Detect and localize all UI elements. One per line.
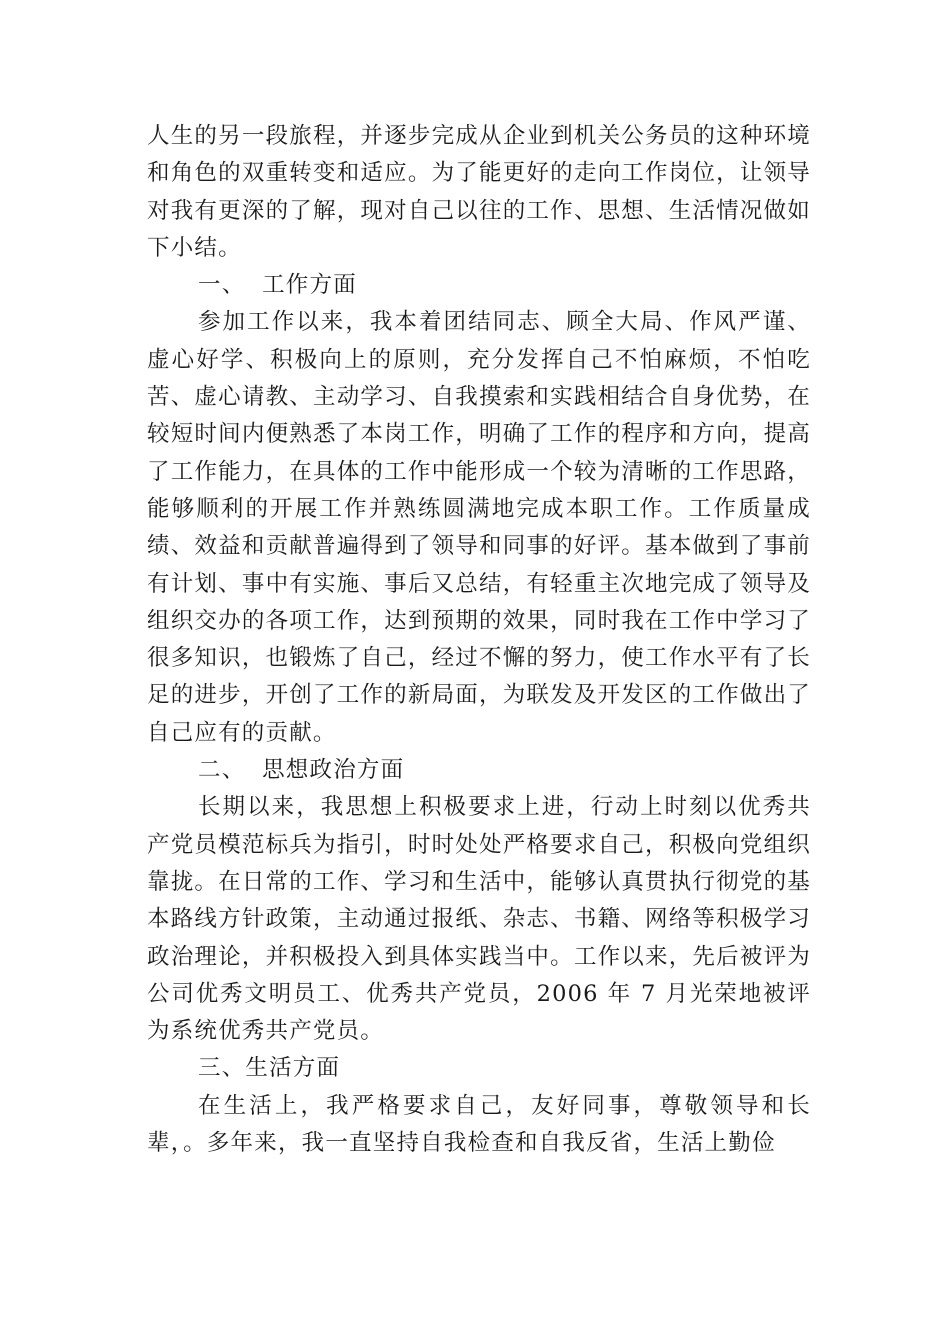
paragraph-life: 在生活上，我严格要求自己，友好同事，尊敬领导和长辈，。多年来，我一直坚持自我检查和自我反省，生活上勤俭 <box>147 1092 811 1157</box>
section-heading-life: 三、生活方面 <box>198 1055 341 1082</box>
document-body <box>147 118 811 1162</box>
paragraph-work: 参加工作以来，我本着团结同志、顾全大局、作风严谨、虚心好学、积极向上的原则，充分发挥自己不怕麻烦，不怕吃苦、虚心请教、主动学习、自我摸索和实践相结合自身优势，在较短时间内便熟悉了本岗工作，明确了工作的程序和方向，提高了工作能力，在具体的工作中能形成一个较为清晰的工作思路，能够顺利的开展工作并熟练圆满地完成本职工作。工作质量成绩、效益和贡献普遍得到了领导和同事的好评。基本做到了事前有计划、事中有实施、事后又总结，有轻重主次地完成了领导及组织交办的各项工作，达到预期的效果，同时我在工作中学习了很多知识，也锻炼了自己，经过不懈的努力，使工作水平有了长足的进步，开创了工作的新局面，为联发及开发区的工作做出了自己应有的贡献。 <box>147 309 811 746</box>
section-heading-work: 一、 工作方面 <box>198 272 357 299</box>
section-heading-political-thought: 二、 思想政治方面 <box>198 757 405 784</box>
paragraph-political-thought: 长期以来，我思想上积极要求上进，行动上时刻以优秀共产党员模范标兵为指引，时时处处严格要求自己，积极向党组织靠拢。在日常的工作、学习和生活中，能够认真贯执行彻党的基本路线方针政策，主动通过报纸、杂志、书籍、网络等积极学习政治理论，并积极投入到具体实践当中。工作以来，先后被评为公司优秀文明员工、优秀共产党员，2006 年 7 月光荣地被评为系统优秀共产党员。 <box>147 794 811 1045</box>
paragraph-intro-continuation: 人生的另一段旅程，并逐步完成从企业到机关公务员的这种环境和角色的双重转变和适应。为了能更好的走向工作岗位，让领导对我有更深的了解，现对自己以往的工作、思想、生活情况做如下小结。 <box>147 123 811 261</box>
